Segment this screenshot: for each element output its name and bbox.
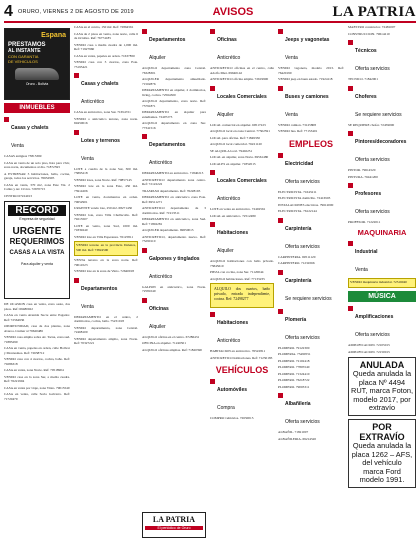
classified-ad: PLOMERO. 79003311 bbox=[278, 384, 310, 389]
section-marker-icon bbox=[74, 278, 79, 283]
locales-anticretico-subtitle: Anticrético bbox=[217, 196, 241, 202]
departamentos-alquiler-title: Departamentos bbox=[149, 37, 186, 43]
maquinaria-ad-text: VENDO maquinaria industrial. 72516040 bbox=[350, 279, 407, 284]
carpinteria-requiere-heading bbox=[278, 269, 344, 305]
amplificaciones-subtitle: Oferta servicios bbox=[355, 332, 390, 338]
classified-ad: VENDO casa amplia sobre Av. Tacna, zona sud. 71883290 bbox=[4, 335, 70, 344]
choferes-title: Choferes bbox=[355, 93, 377, 100]
section-marker-icon bbox=[142, 248, 147, 253]
record-ad-line5: CASAS A LA VISTA bbox=[9, 250, 65, 256]
classified-ad: VENDO casa en la zona Sur, a media cuadra. Ref: 76221904 bbox=[4, 374, 70, 383]
classified-ad: SE ALQUILA local. 79402251 bbox=[210, 148, 253, 153]
classified-ad: VENDO casa con 4 cuartos, cocina, baño. Ref: 70286318 bbox=[4, 357, 70, 366]
classified-ad: PLOMERO. 72102418 bbox=[278, 358, 310, 363]
classified-ad: INSTALACIONES electricas. 79612000 bbox=[278, 202, 334, 207]
oficinas-anticretico-subtitle: Anticrético bbox=[217, 55, 241, 61]
carpinteria-heading bbox=[278, 217, 344, 253]
classified-ad: CASA en venta, zona Norte. Ref: 70518904 bbox=[4, 368, 64, 372]
classified-ad: OPORTUNIDAD, casa de dos plantas, zona Avaroa. Llamar al 79620486 bbox=[4, 324, 70, 333]
section-marker-icon bbox=[348, 86, 353, 91]
classified-ad: PINTURA. 76441200 bbox=[348, 174, 378, 179]
classified-ad: ALQUILO departamento zona Central. 76328301 bbox=[142, 66, 206, 75]
column-3 bbox=[142, 25, 206, 543]
departamentos-anticretico-subtitle: Anticrético bbox=[149, 160, 173, 166]
classified-ad: CARPINTERO. 71234566 bbox=[278, 261, 315, 265]
empleos-banner: EMPLEOS bbox=[288, 138, 333, 149]
classified-ad: VENDO casa a media cuadra de 1,000 m2. Ref: 71927960 bbox=[74, 42, 138, 51]
classified-ad: VENDO jeep en buen estado. 71924118 bbox=[278, 77, 333, 81]
classified-ad: PROFESOR. 71222011 bbox=[348, 220, 381, 224]
classified-ad: TRASPASO departamento. Ref: 76228193 bbox=[142, 188, 201, 193]
automoviles-subtitle: Compra bbox=[217, 405, 235, 411]
highlighted-ad bbox=[210, 283, 274, 308]
casas-venta-title: Casas y chalets bbox=[11, 125, 49, 131]
classified-ad: LOCALES en alquiler. 71852015 bbox=[210, 161, 256, 166]
classified-ad: ANTICRETICO oficina amplia. 72619900 bbox=[210, 77, 269, 81]
classified-ad: HABITACION en anticretico. 76522811 bbox=[210, 349, 266, 353]
galpones-heading bbox=[142, 247, 206, 283]
la-patria-ad bbox=[142, 512, 206, 538]
habitaciones-anticretico-subtitle: Anticrético bbox=[217, 338, 241, 344]
classified-ad: AMPLIFICACION. 72105015 bbox=[348, 343, 390, 347]
departamentos-alquiler-subtitle: Alquiler bbox=[149, 55, 166, 61]
section-marker-icon bbox=[278, 86, 283, 91]
section-marker-icon bbox=[348, 131, 353, 136]
section-marker-icon bbox=[4, 117, 9, 122]
habitaciones-alquiler-title: Habitaciones bbox=[217, 230, 249, 236]
classified-ad: LOTE en venta, zona Sud, 1000 m2. 71839240 bbox=[74, 223, 138, 232]
anulada-title: ANULADA bbox=[359, 360, 405, 370]
column-1 bbox=[4, 25, 70, 543]
classified-ad: ALQUILER departamento amueblado. 71502876 bbox=[142, 77, 206, 86]
jeeps-title: Jeeps y vagonetas bbox=[285, 37, 330, 43]
classified-ad: COMPRO vehiculos. 72650015 bbox=[210, 416, 254, 420]
classified-ad: TECNICO. 71842001 bbox=[348, 77, 378, 81]
classified-ad: LOTE en venta, documentos en orden. 70652901 bbox=[74, 195, 138, 204]
buses-heading bbox=[278, 85, 344, 121]
record-ad-line2: Empresa de seguridad bbox=[19, 217, 55, 221]
locales-alquiler-heading bbox=[210, 85, 274, 121]
classified-ad: LOCAL en anticretico. 72512480 bbox=[210, 213, 256, 218]
albanileria-title: Albañilería bbox=[285, 401, 311, 407]
electricidad-title: Electricidad bbox=[285, 160, 314, 167]
classified-ad: VENDO departamento amplio, zona Norte. Ref: 70327221 bbox=[74, 336, 138, 345]
section-marker-icon bbox=[278, 270, 283, 275]
buses-subtitle: Venta bbox=[285, 111, 298, 118]
classified-ad: ELECTRICISTA. 76122144 bbox=[278, 209, 317, 213]
classified-ad: PLOMERO. 79122300 bbox=[278, 345, 310, 350]
classified-ad: CASAS antiguas 73815369 bbox=[4, 154, 42, 158]
section-marker-icon bbox=[278, 309, 283, 314]
classified-ad: VENDO lote en la zona de Vinto. 72640018 bbox=[74, 269, 134, 273]
albanileria-subtitle: Oferta servicios bbox=[285, 419, 320, 425]
section-marker-icon bbox=[210, 312, 215, 317]
automoviles-heading bbox=[210, 378, 274, 414]
section-marker-icon bbox=[348, 241, 353, 246]
classified-ad: ANTICRETICO oficinas en el centro, calle Adolfo Mier. 69640142 bbox=[210, 66, 274, 75]
oficinas-anticretico-heading bbox=[210, 28, 274, 64]
classified-ad: SE REQUIERE chofer. 72459000 bbox=[348, 122, 395, 127]
classified-ad: LOTE a cuadra de la zona Sur, 300 m2. 73895218 bbox=[74, 166, 138, 175]
classified-ad: ANTICRETICO departamento zona centro. Ref: 72122222 bbox=[142, 177, 206, 186]
pintores-heading bbox=[348, 130, 416, 166]
classified-ad: ALQUILO habitaciones con baño privado. 73845610 bbox=[210, 259, 274, 268]
classified-ad: ELECTRICISTA domicilio. 72416503 bbox=[278, 196, 331, 200]
highlighted-ad-text: ALQUILO dos cuartos, baño privado, entrada independiente, cocina. Ref: 72498277 bbox=[214, 287, 270, 301]
classified-ad: ALQUILO oficina en el centro. 67286431 bbox=[142, 334, 200, 339]
albanileria-heading bbox=[278, 392, 344, 428]
loan-ad-line2: AL INSTANTE bbox=[8, 48, 41, 54]
classified-ad: DEPARTAMENTO en alquiler para estudiantes. 72407273 bbox=[142, 110, 206, 119]
record-ad-line3: URGENTE bbox=[12, 226, 62, 237]
classified-ad: CASA en venta de un solo piso, lista para vivir, zona norte, documentos al dia. 71872593 bbox=[4, 160, 70, 169]
page-number: 4 bbox=[4, 3, 13, 20]
habitaciones-anticretico-heading bbox=[210, 311, 274, 347]
page-date: ORURO, VIERNES 2 DE AGOSTO DE 2019 bbox=[18, 9, 134, 15]
record-ad-line1: RECORD bbox=[8, 205, 66, 216]
classified-ad: ANTICRETICO departamento de 3 dormitorios. Ref: 71913511 bbox=[142, 206, 206, 215]
anulada-notice bbox=[348, 357, 416, 416]
section-marker-icon bbox=[210, 29, 215, 34]
classified-ad: ALQUILO oficinas amplias. Ref: 71820390 bbox=[142, 347, 202, 352]
classified-ad: A ESTRENAR 3 habitaciones, baño, cocina, garaje, todos los servicios. 76632905 bbox=[4, 171, 70, 180]
loan-ad bbox=[4, 28, 70, 100]
casas-venta-subtitle: Venta bbox=[11, 143, 24, 149]
classified-ad: CONSTRUCCION. 79614210 bbox=[348, 31, 390, 36]
loan-ad-line1: PRESTAMOS bbox=[8, 42, 46, 48]
newspaper-brand: LA PATRIA bbox=[332, 3, 416, 20]
section-marker-icon bbox=[142, 29, 147, 34]
classified-ad: VENDO lote en Villa Esperanza. 76125811 bbox=[74, 234, 134, 239]
section-marker-icon bbox=[278, 153, 283, 158]
vehiculos-banner: VEHÍCULOS bbox=[215, 365, 269, 375]
musica-banner: MÚSICA bbox=[348, 291, 416, 302]
classified-ad: CASA en venta Avenida Sucre entre Pagador. Ref: 72564936 bbox=[4, 313, 70, 322]
departamentos-venta-title: Departamentos bbox=[81, 285, 118, 292]
classified-ad: ALQUILO local en zona Central. 77302591 bbox=[210, 129, 270, 133]
section-marker-icon bbox=[210, 170, 215, 175]
classified-ad: ALQUILO departamento en zona Sur. 77341516 bbox=[142, 121, 206, 130]
classified-ad: PIEZA con cocina, zona Sur. 71120044 bbox=[210, 270, 264, 274]
section-marker-icon bbox=[278, 393, 283, 398]
industrial-title: Industrial bbox=[355, 248, 378, 255]
column-2 bbox=[74, 25, 138, 543]
classified-ad: ALBAÑIL. 71821007 bbox=[278, 430, 309, 434]
classified-ad: CENTRO 67224013 bbox=[4, 193, 32, 198]
oficinas-anticretico-title: Oficinas bbox=[217, 37, 237, 43]
oficinas-alquiler-title: Oficinas bbox=[149, 305, 169, 312]
column-6 bbox=[348, 25, 416, 543]
oficinas-alquiler-subtitle: Alquiler bbox=[149, 323, 166, 330]
industrial-heading bbox=[348, 240, 416, 276]
departamentos-anticretico-heading bbox=[142, 133, 206, 169]
section-marker-icon bbox=[142, 298, 147, 303]
section-title: AVISOS bbox=[212, 6, 254, 18]
lotes-venta-heading bbox=[74, 129, 138, 165]
classified-ad: VENDO casa con 3 cuartos, zona Este. 73195421 bbox=[74, 60, 138, 69]
classified-ad: AMPLIFICACION. 72150015 bbox=[348, 349, 390, 354]
section-marker-icon bbox=[348, 306, 353, 311]
classified-ad: VENDO vagoneta, modelo 2013. Ref: 76420190 bbox=[278, 66, 344, 75]
classified-ad: VENTA terreno en la zona norte. Ref: 79014523 bbox=[74, 258, 138, 267]
profesores-subtitle: Oferta servicios bbox=[355, 209, 390, 215]
classified-ad: DEPARTAMENTO en el centro, 2 dormitorios, cocina, baño. 75231018 bbox=[74, 314, 138, 323]
electricidad-subtitle: Oferta servicios bbox=[285, 178, 320, 185]
classified-ad: VENDO lote, zona Villa Challacollo. Ref: 79213507 bbox=[74, 212, 138, 221]
habitaciones-alquiler-subtitle: Alquiler bbox=[217, 248, 234, 254]
section-marker-icon bbox=[210, 379, 215, 384]
classified-ad: VENDO bus. Ref: 77153401 bbox=[278, 129, 318, 133]
classified-ad: CASA en anticretico, zona Sur. 71654721 bbox=[74, 110, 131, 114]
carpinteria-title: Carpintería bbox=[285, 225, 312, 232]
loan-ad-line3: CON GARANTIA bbox=[8, 54, 39, 59]
locales-anticretico-heading bbox=[210, 169, 274, 205]
classified-ad: PINTOR. 79614520 bbox=[348, 168, 376, 172]
electricidad-heading bbox=[278, 152, 344, 188]
section-marker-icon bbox=[74, 130, 79, 135]
departamentos-alquiler-heading bbox=[142, 28, 206, 64]
maquinaria-banner: MAQUINARIA bbox=[357, 227, 407, 237]
loan-ad-line4: DE VEHICULOS bbox=[8, 59, 38, 64]
classified-ad: MAESTRO constructor. 72481007 bbox=[348, 25, 396, 29]
casas-anticretico-title: Casas y chalets bbox=[81, 81, 119, 87]
loan-ad-car-image bbox=[15, 68, 59, 80]
classified-ad: URGENTE vendo lote, 250 m2. 68271430 bbox=[74, 206, 133, 210]
extravio-text: Queda anulada la placa 1262 – AFS, del vehículo marca Ford modelo 1991. bbox=[351, 440, 413, 485]
plomeria-title: Plomería bbox=[285, 316, 307, 323]
profesores-heading bbox=[348, 182, 416, 218]
classified-ad: VENDO camion. 73125808 bbox=[278, 122, 316, 127]
locales-anticretico-title: Locales Comerciales bbox=[217, 178, 267, 184]
classified-ad: CASA en venta, papeles en orden, calle Bolivar y Montesinos. Ref: 72658712 bbox=[4, 346, 70, 355]
anulada-text: Queda anulada la placa Nº 4494 RUT, marca Foton, modelo 2017, por extravío bbox=[351, 369, 414, 413]
classified-ad: CASA en venta por viaje, zona Vinto. 79015540 bbox=[4, 385, 70, 390]
classified-ad: ELECTRICISTA. 71643211 bbox=[278, 189, 317, 194]
section-marker-icon bbox=[278, 29, 283, 34]
lotes-venta-subtitle: Venta bbox=[81, 155, 94, 162]
classified-ad: ANTICRETICO, departamento nuevo. Ref: 73290110 bbox=[142, 234, 206, 243]
amplificaciones-heading bbox=[348, 305, 416, 341]
classified-ad: CASA de 2 pisos en venta, zona norte, calle 6 de Octubre. Ref: 76774185 bbox=[74, 31, 138, 40]
classified-ad: ANTICRETICO habitaciones. Ref: 71250183 bbox=[210, 355, 273, 360]
classified-ad: DEPARTAMENTO en alquiler, 2 dormitorios, living, cocina. 72564300 bbox=[142, 88, 206, 97]
classified-ad: CARPINTERIA. 69511120 bbox=[278, 254, 316, 259]
pintores-title: Pintores/decoradores bbox=[355, 139, 407, 145]
section-marker-icon bbox=[210, 222, 215, 227]
classified-ad: PLOMERO. 76218722 bbox=[278, 378, 310, 382]
classified-ad: DEPARTAMENTO en anticretico zona Este. Ref: 69511271 bbox=[142, 195, 206, 204]
carpinteria-subtitle: Oferta servicios bbox=[285, 243, 320, 250]
column-5 bbox=[278, 25, 344, 543]
classified-ad: GALPON en anticretico, zona Norte. 72581040 bbox=[142, 284, 206, 293]
tecnicos-heading bbox=[348, 39, 416, 75]
tecnicos-title: Técnicos bbox=[355, 48, 377, 54]
jeeps-subtitle: Venta bbox=[285, 55, 298, 61]
classified-ad: ALQUILO local comercial. 76221120 bbox=[210, 142, 262, 146]
loan-ad-brand: Espana bbox=[41, 32, 66, 39]
habitaciones-anticretico-title: Habitaciones bbox=[217, 320, 249, 326]
classified-ad: LOTE en venta en anticretico. 72402561 bbox=[210, 207, 266, 211]
classified-ad: PLOMERIA. 73490551 bbox=[278, 352, 311, 356]
classified-ad: VENDO lote en la zona Este, 450 m2. 73914206 bbox=[74, 184, 138, 193]
classified-ad: VENDO departamento, zona Central. 72468100 bbox=[74, 325, 138, 334]
classified-ad: ALQUILO habitaciones. Ref: 77133235 bbox=[210, 276, 265, 281]
column-4 bbox=[210, 25, 274, 543]
profesores-title: Profesores bbox=[355, 191, 382, 197]
industrial-subtitle: Venta bbox=[355, 266, 368, 273]
departamentos-venta-subtitle: Venta bbox=[81, 303, 94, 310]
section-marker-icon bbox=[74, 73, 79, 78]
casas-anticretico-subtitle: Anticrético bbox=[81, 99, 105, 105]
section-marker-icon bbox=[210, 86, 215, 91]
record-ad-line6: Para alquiler y venta bbox=[21, 262, 53, 266]
jeeps-heading bbox=[278, 28, 344, 64]
section-marker-icon bbox=[348, 40, 353, 45]
pintores-subtitle: Oferta servicios bbox=[355, 157, 390, 163]
maquinaria-ad bbox=[348, 278, 416, 289]
locales-alquiler-subtitle: Alquiler bbox=[217, 111, 234, 118]
carpinteria-requiere-subtitle: Se requiere servicios bbox=[285, 295, 332, 302]
oficinas-alquiler-heading bbox=[142, 297, 206, 333]
la-patria-ad-title: LA PATRIA bbox=[152, 515, 196, 524]
choferes-heading bbox=[348, 85, 416, 121]
galpones-subtitle: Anticrético bbox=[149, 273, 173, 280]
classified-ad: CASA en venta, 370 m2, zona Este Viz. 2 Calles y Av. Cívica. 72670715 bbox=[4, 182, 70, 191]
automoviles-title: Automóviles bbox=[217, 387, 248, 393]
classified-ad: ALQUILO departamento, zona norte. Ref: 75791871 bbox=[142, 99, 206, 108]
classified-ad: DEPARTAMENTO en anticretico. 71840213 bbox=[142, 171, 204, 175]
classified-ad: ALBAÑILERIA. 69214520 bbox=[278, 436, 317, 441]
classified-ad: OFICINA en alquiler. 71240301 bbox=[142, 341, 186, 345]
classified-ad: CASA en venta, calle Soria Galvarro. Ref: 71720470 bbox=[4, 392, 70, 401]
choferes-subtitle: Se requiere servicios bbox=[355, 111, 402, 118]
lotes-venta-title: Lotes y terrenos bbox=[81, 137, 120, 144]
plomeria-heading bbox=[278, 308, 344, 344]
classified-ad: PLOMERO. 77805540 bbox=[278, 365, 310, 369]
classified-ad: CASA en el centro, 150 m2. Ref: 72864561 bbox=[74, 25, 134, 29]
highlighted-ad bbox=[74, 241, 138, 256]
loan-ad-footer: Oruro - Bolivia bbox=[25, 82, 49, 86]
la-patria-ad-subtitle: El periódico de Oruro bbox=[145, 526, 203, 530]
casas-anticretico-heading bbox=[74, 72, 138, 108]
classified-ad: LOCAL comercial en alquiler. 69517223 bbox=[210, 122, 266, 127]
header-rule bbox=[4, 21, 416, 23]
classified-ad: PLOMERO. 71324410 bbox=[278, 371, 310, 376]
classified-ad: LOCAL para oficina. Ref: 71849330 bbox=[210, 135, 261, 140]
classified-ad: DEPARTAMENTO en anticretico, zona Sud. Ref: 71802281 bbox=[142, 217, 206, 226]
amplificaciones-title: Amplificaciones bbox=[355, 314, 394, 320]
casas-venta-heading bbox=[4, 116, 70, 152]
extravio-notice bbox=[348, 419, 416, 488]
highlighted-ad-text: VENDO terreno en la provincia Dalence, 500 m2. Ref: 73824590 bbox=[76, 243, 136, 252]
classified-ad: CASA en venta, papeles en orden. 71637850 bbox=[74, 53, 135, 58]
classified-ad: DE OCASION casa en venta, zona oeste, dos pisos. Ref: 69480022 bbox=[4, 302, 70, 311]
classified-ad: VENDO o anticretico terreno, zona norte. 69450016 bbox=[74, 116, 138, 125]
plomeria-subtitle: Oferta servicios bbox=[285, 334, 320, 341]
carpinteria-requiere-title: Carpintería bbox=[285, 277, 312, 284]
record-ad bbox=[4, 201, 70, 299]
departamentos-anticretico-title: Departamentos bbox=[149, 142, 186, 148]
extravio-title: POR EXTRAVÍO bbox=[359, 421, 405, 442]
page-header bbox=[4, 4, 416, 20]
classified-ad: LOCAL en alquiler, zona Norte. 69561480 bbox=[210, 155, 269, 159]
classified-ad: ALQUILER departamento. 69650013 bbox=[142, 228, 194, 232]
buses-title: Buses y camiones bbox=[285, 93, 329, 100]
section-marker-icon bbox=[278, 218, 283, 223]
section-marker-icon bbox=[348, 183, 353, 188]
inmuebles-banner: INMUEBLES bbox=[4, 103, 70, 113]
section-marker-icon bbox=[142, 134, 147, 139]
locales-alquiler-title: Locales Comerciales bbox=[217, 93, 267, 100]
habitaciones-alquiler-heading bbox=[210, 221, 274, 257]
galpones-title: Galpones y tinglados bbox=[149, 255, 200, 262]
departamentos-venta-heading bbox=[74, 277, 138, 313]
classified-ad: VENDO lotes, zona Norte. Ref: 70857145 bbox=[74, 177, 132, 182]
record-ad-line4: REQUERIMOS bbox=[9, 237, 65, 246]
tecnicos-subtitle: Oferta servicios bbox=[355, 66, 390, 72]
